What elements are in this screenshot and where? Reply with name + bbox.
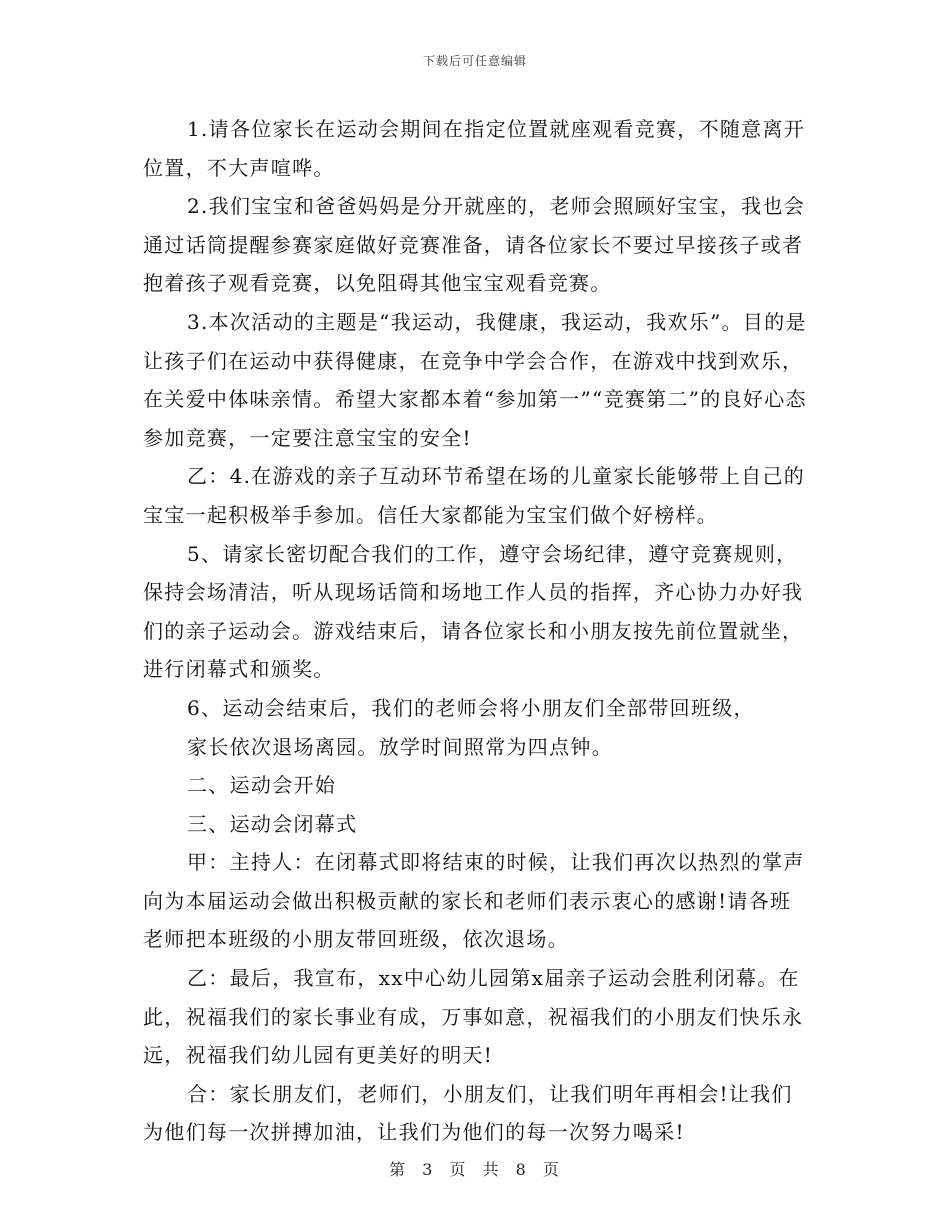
paragraph-host-jia: 甲：主持人：在闭幕式即将结束的时候，让我们再次以热烈的掌声向为本届运动会做出积极贡献的家长和老师们表示衷心的感谢!请各班老师把本班级的小朋友带回班级，依次退场。 xyxy=(143,850,805,952)
paragraph-host-yi: 乙：最后，我宣布，xx中心幼儿园第x届亲子运动会胜利闭幕。在此，祝福我们的家长事业有成，万事如意，祝福我们的小朋友们快乐永远，祝福我们幼儿园有更美好的明天! xyxy=(143,966,804,1068)
paragraph-rule-3: 3.本次活动的主题是“我运动，我健康，我运动，我欢乐”。目的是让孩子们在运动中获得健康，在竞争中学会合作，在游戏中找到欢乐，在关爱中体味亲情。希望大家都本着“参加第一”“竞赛第二”的良好心态参加竞赛，一定要注意宝宝的安全! xyxy=(143,309,807,450)
paragraph-rule-2: 2.我们宝宝和爸爸妈妈是分开就座的，老师会照顾好宝宝，我也会通过话筒提醒参赛家庭做好竞赛准备，请各位家长不要过早接孩子或者抱着孩子观看竞赛，以免阻碍其他宝宝观看竞赛。 xyxy=(143,194,806,296)
paragraph-rule-6-continued: 家长依次退场离园。放学时间照常为四点钟。 xyxy=(187,734,613,759)
section-heading-start: 二、运动会开始 xyxy=(187,773,337,798)
document-body xyxy=(143,110,811,1152)
paragraph-rule-5: 5、请家长密切配合我们的工作，遵守会场纪律，遵守竞赛规则，保持会场清洁，听从现场话筒和场地工作人员的指挥，齐心协力办好我们的亲子运动会。游戏结束后，请各位家长和小朋友按先前位置就坐，进行闭幕式和颁奖。 xyxy=(143,541,804,682)
page-number-footer: 第 3 页 共 8 页 xyxy=(389,1160,561,1179)
section-heading-closing: 三、运动会闭幕式 xyxy=(187,811,358,836)
paragraph-rule-6: 6、运动会结束后，我们的老师会将小朋友们全部带回班级， xyxy=(187,695,755,720)
paragraph-rule-1: 1.请各位家长在运动会期间在指定位置就座观看竞赛，不随意离开位置，不大声喧哗。 xyxy=(143,117,806,180)
paragraph-together: 合：家长朋友们，老师们，小朋友们，让我们明年再相会!让我们为他们每一次拼搏加油，让我们为他们的每一次努力喝采! xyxy=(143,1081,793,1145)
page-header-note: 下载后可任意编辑 xyxy=(422,54,527,68)
paragraph-rule-4: 乙：4.在游戏的亲子互动环节希望在场的儿童家长能够带上自己的宝宝一起积极举手参加。信任大家都能为宝宝们做个好榜样。 xyxy=(143,464,806,527)
